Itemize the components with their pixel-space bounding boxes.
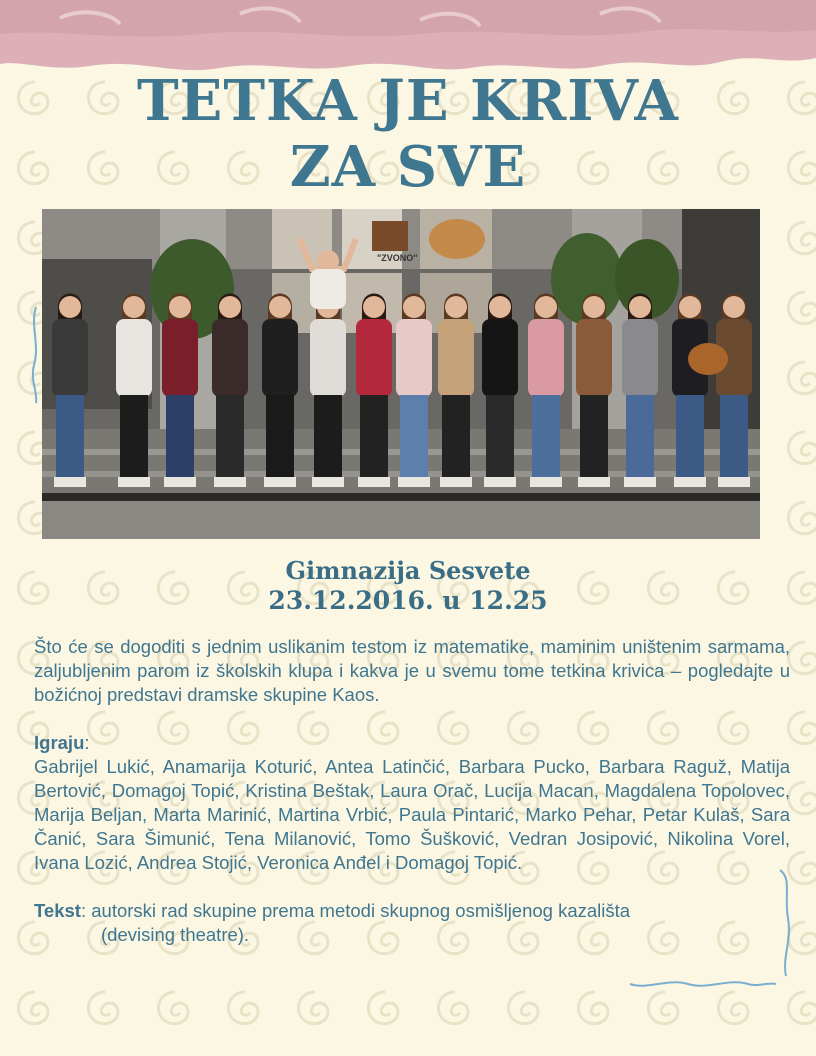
text-credit-line2: (devising theatre). <box>101 924 250 945</box>
photo-person <box>356 294 392 488</box>
text-credit-line1: autorski rad skupine prema metodi skupnog osmišljenog kazališta <box>86 900 631 921</box>
photo-person <box>438 294 474 488</box>
left-squiggle-decoration <box>26 305 46 405</box>
photo-guitar <box>688 343 728 375</box>
cast-label: Igraju <box>34 732 85 753</box>
text-credit <box>34 899 790 923</box>
title-line-1: TETKA JE KRIVA <box>136 68 679 134</box>
text-colon: : <box>80 900 87 921</box>
photo-person <box>262 294 298 488</box>
photo-sign-text: "ZVONO" <box>377 253 418 263</box>
title-line-2: ZA SVE <box>289 134 527 200</box>
cast-list: Gabrijel Lukić, Anamarija Koturić, Antea Latinčić, Barbara Pucko, Barbara Raguž, Matija Bertović, Domagoj Topić, Kristina Beštak, Laura Orač, Lucija Macan, Magdalena Topolovec, Marija Beljan, Marta Marinić, Martina Vrbić, Paula Pintarić, Marko Pehar, Petar Kulaš, Sara Čanić, Sara Šimunić, Tena Milanović, Tomo Šušković, Vedran Josipović, Nikolina Vorel, Ivana Lozić, Andrea Stojić, Veronica Anđel i Domagoj Topić. <box>34 756 790 873</box>
photo-person <box>716 294 752 488</box>
photo-person <box>672 294 708 488</box>
photo-person <box>528 294 564 488</box>
right-squiggle-decoration <box>770 868 800 988</box>
cast-colon: : <box>84 732 90 753</box>
venue-name: Gimnazija Sesvete <box>285 556 531 585</box>
poster-title <box>0 68 816 200</box>
photo-person <box>310 294 346 488</box>
venue-block <box>0 556 816 616</box>
photo-person <box>396 294 432 488</box>
bottom-squiggle-decoration <box>628 974 778 994</box>
description-paragraph: Što će se dogoditi s jednim uslikanim testom iz matematike, maminim uništenim sarmama, zaljubljenim parom iz školskih klupa i kakva je u svemu tome tetkina krivica – pogledajte u božićnoj predstavi dramske skupine Kaos. <box>34 636 790 705</box>
photo-person <box>212 294 248 488</box>
poster-body <box>34 635 790 947</box>
photo-person <box>482 294 518 488</box>
photo-person <box>52 294 88 488</box>
photo-person <box>576 294 612 488</box>
event-datetime: 23.12.2016. u 12.25 <box>268 586 548 615</box>
group-photo <box>42 209 760 539</box>
photo-person <box>162 294 198 488</box>
photo-person <box>622 294 658 488</box>
cast-heading <box>34 731 790 755</box>
text-label: Tekst <box>34 900 81 921</box>
photo-person <box>116 294 152 488</box>
